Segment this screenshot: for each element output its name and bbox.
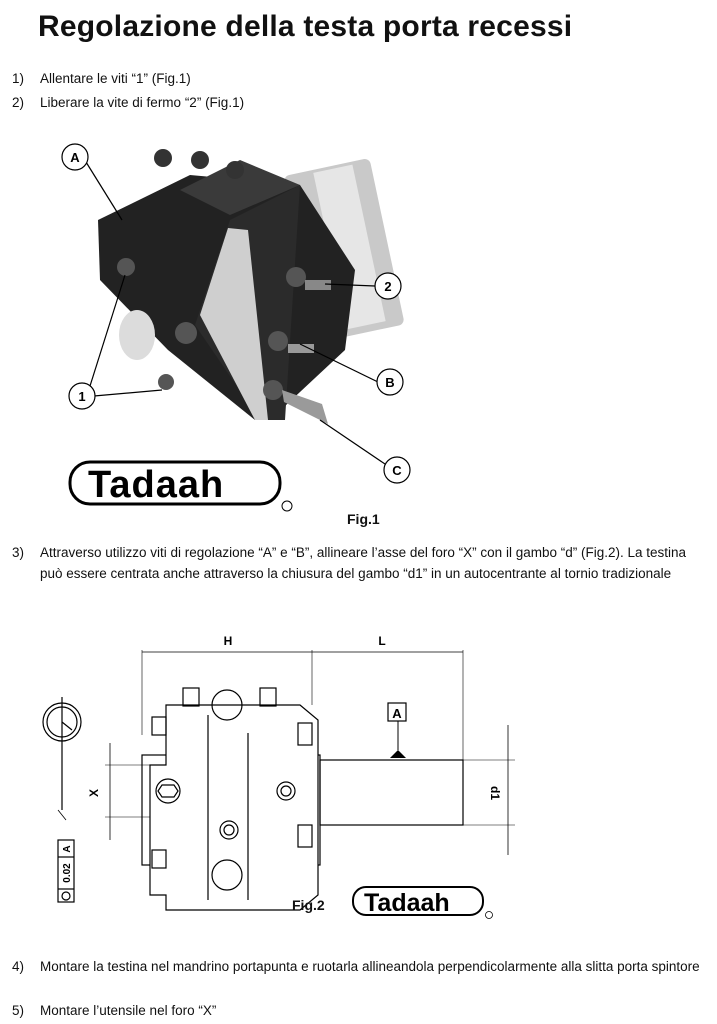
step-1	[12, 68, 707, 89]
fig1-drawing	[0, 120, 717, 530]
dim-l: L	[378, 634, 386, 648]
dim-d1: d1	[488, 785, 502, 801]
step-text: Allentare le viti “1” (Fig.1)	[40, 71, 191, 86]
callout-b: B	[385, 375, 395, 390]
callout-a: A	[70, 150, 80, 165]
step-number: 5)	[12, 1003, 25, 1018]
figure-1	[0, 120, 717, 530]
callout-1: 1	[78, 389, 86, 404]
step-number: 1)	[12, 71, 25, 86]
fig2-caption: Fig.2	[292, 897, 325, 913]
fig2-drawing	[0, 625, 717, 925]
step-text: Attraverso utilizzo viti di regolazione “A” e “B”, allineare l’asse del foro “X” con il gambo “d” (Fig.2). La testina può essere centrata anche attraverso la chiusura del gambo “d1” in un autocentrante al tornio tradizionale	[40, 545, 687, 581]
page-title: Regolazione della testa porta recessi	[38, 10, 573, 43]
step-number: 3)	[12, 545, 25, 560]
step-number: 4)	[12, 959, 25, 974]
step-4	[12, 956, 707, 977]
fig2-logo: Tadaah	[364, 889, 450, 917]
step-5	[12, 1000, 707, 1021]
datum-a: A	[392, 706, 402, 721]
dim-x: X	[87, 788, 101, 798]
fig1-logo: Tadaah	[88, 464, 225, 506]
step-text: Montare l’utensile nel foro “X”	[40, 1003, 217, 1018]
step-2	[12, 92, 707, 113]
step-number: 2)	[12, 95, 25, 110]
step-text: Montare la testina nel mandrino portapunta e ruotarla allineandola perpendicolarmente alla slitta porta spintore	[40, 959, 700, 974]
step-text: Liberare la vite di fermo “2” (Fig.1)	[40, 95, 245, 110]
step-3	[12, 542, 707, 584]
figure-2	[0, 625, 717, 925]
dim-h: H	[223, 634, 233, 648]
callout-c: C	[392, 463, 402, 478]
fig1-caption: Fig.1	[347, 511, 380, 527]
tolerance-value: 0.02	[62, 863, 73, 883]
callout-2: 2	[384, 279, 392, 294]
tolerance-ref: A	[62, 845, 73, 853]
